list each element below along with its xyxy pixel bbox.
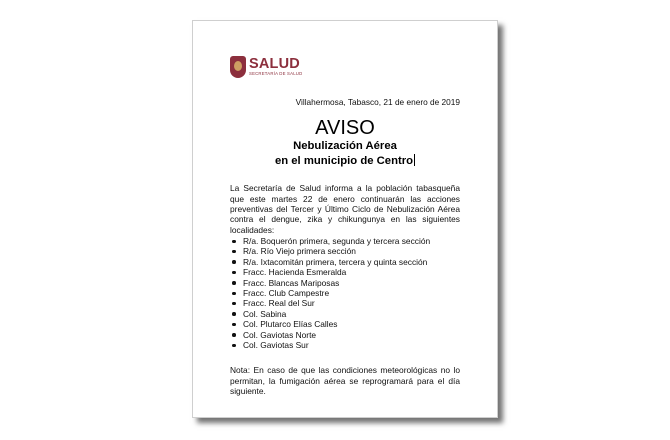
bullet-icon	[232, 240, 236, 244]
localities-list	[230, 236, 430, 350]
document-title: AVISO	[315, 117, 375, 139]
locality-label: Col. Gaviotas Sur	[243, 340, 309, 351]
locality-label: Fracc. Blancas Mariposas	[243, 277, 340, 288]
bullet-icon	[232, 333, 236, 337]
document-page	[192, 20, 498, 418]
document-subtitle	[193, 139, 497, 169]
locality-label: Fracc. Real del Sur	[243, 298, 315, 309]
logo-text	[249, 57, 302, 77]
bullet-icon	[232, 260, 236, 264]
text-cursor	[414, 154, 415, 166]
bullet-icon	[232, 292, 236, 296]
locality-item	[230, 330, 430, 340]
locality-item	[230, 236, 430, 246]
locality-label: R/a. Boquerón primera, segunda y tercera sección	[243, 236, 431, 246]
locality-item	[230, 246, 430, 256]
locality-label: Col. Sabina	[243, 308, 287, 319]
logo-main-text: SALUD	[249, 56, 300, 72]
subtitle-line-1: Nebulización Aérea	[293, 140, 397, 152]
locality-item	[230, 298, 430, 308]
locality-item	[230, 257, 430, 267]
bullet-icon	[232, 323, 236, 327]
locality-label: Fracc. Club Campestre	[243, 288, 330, 299]
locality-item	[230, 267, 430, 277]
coat-of-arms-icon	[230, 56, 246, 78]
bullet-icon	[232, 250, 236, 254]
bullet-icon	[232, 344, 236, 348]
locality-label: Col. Plutarco Elías Calles	[243, 319, 338, 330]
locality-label: Fracc. Hacienda Esmeralda	[243, 267, 347, 278]
intro-paragraph: La Secretaría de Salud informa a la población tabasqueña que este martes 22 de enero continuarán las acciones preventivas del Tercer y Último Ciclo de Nebulización Aérea contra el dengue, zika y chikungunya en las siguientes localidades:	[230, 183, 460, 235]
subtitle-line-2	[193, 154, 497, 169]
date-line: Villahermosa, Tabasco, 21 de enero de 2019	[295, 97, 460, 107]
locality-item	[230, 319, 430, 329]
locality-item	[230, 288, 430, 298]
locality-item	[230, 278, 430, 288]
locality-item	[230, 309, 430, 319]
salud-logo	[230, 53, 302, 81]
locality-label: Col. Gaviotas Norte	[243, 329, 317, 340]
locality-label: R/a. Ixtacomitán primera, tercera y quinta sección	[243, 256, 428, 267]
locality-label: R/a. Río Viejo primera sección	[243, 246, 356, 257]
bullet-icon	[232, 312, 236, 316]
bullet-icon	[232, 271, 236, 275]
subtitle-line-2-text: en el municipio de Centro	[274, 155, 414, 167]
locality-item	[230, 340, 430, 350]
bullet-icon	[232, 302, 236, 306]
logo-sub-text: SECRETARÍA DE SALUD	[249, 71, 303, 76]
bullet-icon	[232, 281, 236, 285]
note-paragraph: Nota: En caso de que las condiciones meteorológicas no lo permitan, la fumigación aérea se reprogramará para el día siguiente.	[230, 365, 460, 396]
